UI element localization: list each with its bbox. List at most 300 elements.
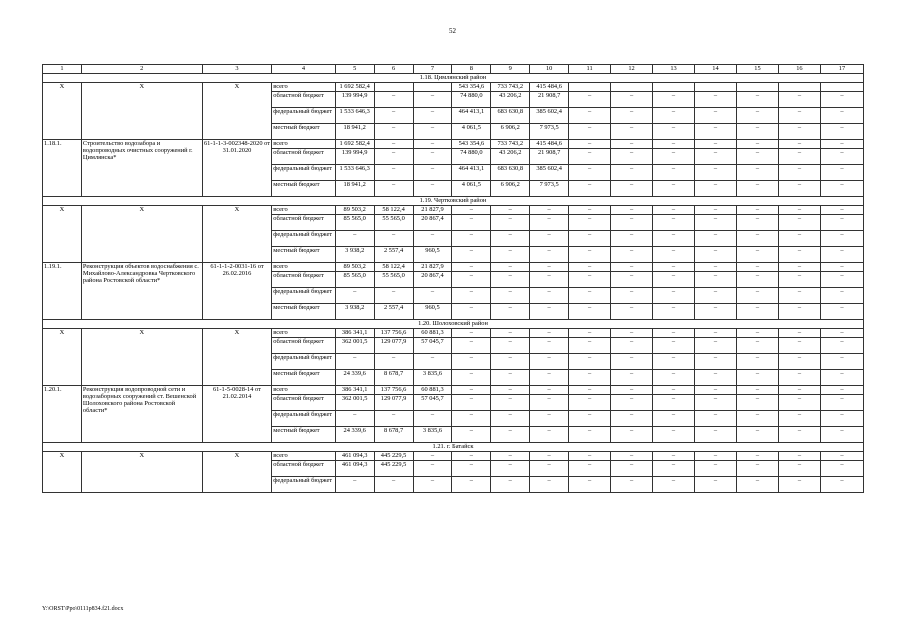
value-cell: –	[611, 304, 653, 320]
funding-type: федеральный бюджет	[272, 288, 335, 304]
value-cell: –	[569, 92, 611, 108]
column-number: 12	[611, 65, 653, 74]
value-cell: –	[820, 477, 863, 493]
value-cell: –	[374, 477, 413, 493]
value-cell: 2 557,4	[374, 304, 413, 320]
funding-type: областной бюджет	[272, 461, 335, 477]
value-cell: –	[530, 247, 569, 263]
item-number: 1.18.1.	[43, 140, 82, 197]
value-cell: –	[778, 395, 820, 411]
value-cell: –	[569, 247, 611, 263]
value-cell: –	[611, 165, 653, 181]
column-number: 6	[374, 65, 413, 74]
value-cell: –	[491, 395, 530, 411]
value-cell: –	[491, 272, 530, 288]
value-cell: –	[413, 354, 452, 370]
value-cell: –	[413, 461, 452, 477]
value-cell: –	[491, 304, 530, 320]
value-cell: –	[530, 329, 569, 338]
value-cell: –	[569, 215, 611, 231]
value-cell: –	[374, 140, 413, 149]
value-cell: 733 743,2	[491, 140, 530, 149]
summary-row	[43, 83, 864, 92]
x-marker: X	[43, 206, 82, 263]
summary-row	[43, 452, 864, 461]
section-row	[43, 443, 864, 452]
value-cell: 89 503,2	[335, 206, 374, 215]
value-cell	[611, 83, 653, 92]
value-cell: –	[778, 329, 820, 338]
value-cell: –	[820, 338, 863, 354]
value-cell: –	[653, 181, 695, 197]
value-cell: –	[452, 395, 491, 411]
value-cell: 362 001,5	[335, 395, 374, 411]
value-cell: –	[695, 149, 737, 165]
value-cell: –	[374, 411, 413, 427]
value-cell: –	[736, 272, 778, 288]
value-cell: –	[736, 304, 778, 320]
value-cell: 20 867,4	[413, 272, 452, 288]
value-cell: –	[820, 329, 863, 338]
x-marker: X	[202, 452, 272, 493]
value-cell: –	[374, 124, 413, 140]
column-number: 5	[335, 65, 374, 74]
value-cell: –	[530, 370, 569, 386]
value-cell: –	[820, 288, 863, 304]
item-name: Реконструкция объектов водоснабжения с. Михайлово-Александровка Чертковского района Ростовской области*	[81, 263, 202, 320]
value-cell: –	[491, 411, 530, 427]
value-cell: 543 354,6	[452, 140, 491, 149]
value-cell: –	[569, 206, 611, 215]
value-cell	[778, 83, 820, 92]
item-row	[43, 263, 864, 272]
column-number: 11	[569, 65, 611, 74]
value-cell: 55 565,0	[374, 272, 413, 288]
value-cell: –	[653, 452, 695, 461]
value-cell: –	[335, 411, 374, 427]
value-cell: 445 229,5	[374, 461, 413, 477]
funding-type: местный бюджет	[272, 181, 335, 197]
value-cell: –	[413, 231, 452, 247]
value-cell: –	[695, 395, 737, 411]
value-cell: –	[653, 215, 695, 231]
value-cell: –	[413, 411, 452, 427]
value-cell: –	[653, 395, 695, 411]
value-cell: –	[491, 452, 530, 461]
funding-type: всего	[272, 386, 335, 395]
value-cell: 1 692 582,4	[335, 140, 374, 149]
value-cell: –	[736, 92, 778, 108]
value-cell: –	[778, 92, 820, 108]
x-marker: X	[81, 206, 202, 263]
value-cell: –	[820, 354, 863, 370]
value-cell: –	[653, 477, 695, 493]
value-cell: –	[374, 288, 413, 304]
value-cell: –	[374, 181, 413, 197]
value-cell: –	[736, 338, 778, 354]
value-cell: –	[569, 461, 611, 477]
value-cell: –	[491, 338, 530, 354]
value-cell: –	[452, 461, 491, 477]
value-cell: –	[653, 140, 695, 149]
x-marker: X	[43, 329, 82, 386]
budget-table	[42, 64, 864, 493]
value-cell: –	[569, 149, 611, 165]
value-cell: –	[695, 304, 737, 320]
value-cell: –	[778, 215, 820, 231]
value-cell: –	[778, 452, 820, 461]
funding-type: всего	[272, 140, 335, 149]
value-cell: –	[530, 395, 569, 411]
value-cell: –	[736, 395, 778, 411]
value-cell: 415 484,6	[530, 83, 569, 92]
value-cell: –	[413, 124, 452, 140]
value-cell	[695, 83, 737, 92]
value-cell: 24 339,6	[335, 370, 374, 386]
value-cell: –	[653, 231, 695, 247]
column-number: 13	[653, 65, 695, 74]
value-cell: –	[778, 124, 820, 140]
value-cell: –	[695, 206, 737, 215]
value-cell: –	[413, 108, 452, 124]
value-cell: –	[413, 477, 452, 493]
funding-type: всего	[272, 206, 335, 215]
value-cell	[820, 83, 863, 92]
value-cell: –	[611, 263, 653, 272]
funding-type: местный бюджет	[272, 247, 335, 263]
value-cell: –	[413, 140, 452, 149]
value-cell: –	[820, 149, 863, 165]
x-marker: X	[202, 206, 272, 263]
value-cell: 18 941,2	[335, 181, 374, 197]
value-cell: –	[611, 140, 653, 149]
value-cell: –	[695, 215, 737, 231]
value-cell: –	[452, 215, 491, 231]
value-cell: –	[736, 477, 778, 493]
value-cell: –	[778, 272, 820, 288]
value-cell: –	[569, 181, 611, 197]
value-cell: –	[820, 272, 863, 288]
value-cell: –	[530, 338, 569, 354]
value-cell: 7 973,5	[530, 181, 569, 197]
value-cell: –	[653, 304, 695, 320]
funding-type: областной бюджет	[272, 215, 335, 231]
funding-type: всего	[272, 329, 335, 338]
value-cell: –	[491, 288, 530, 304]
value-cell: –	[778, 427, 820, 443]
value-cell: –	[491, 231, 530, 247]
value-cell: 4 061,5	[452, 181, 491, 197]
value-cell: 3 835,6	[413, 427, 452, 443]
value-cell: –	[736, 165, 778, 181]
value-cell: –	[736, 124, 778, 140]
value-cell: –	[413, 165, 452, 181]
value-cell: 1 533 646,3	[335, 108, 374, 124]
value-cell: 3 835,6	[413, 370, 452, 386]
value-cell: –	[530, 461, 569, 477]
value-cell: 1 533 646,3	[335, 165, 374, 181]
funding-type: федеральный бюджет	[272, 108, 335, 124]
value-cell: –	[611, 370, 653, 386]
value-cell: –	[820, 263, 863, 272]
funding-type: всего	[272, 263, 335, 272]
value-cell: –	[569, 354, 611, 370]
value-cell: –	[491, 247, 530, 263]
value-cell: –	[569, 386, 611, 395]
value-cell: –	[695, 386, 737, 395]
value-cell: –	[569, 140, 611, 149]
value-cell: 4 061,5	[452, 124, 491, 140]
value-cell: 85 565,0	[335, 215, 374, 231]
funding-type: местный бюджет	[272, 304, 335, 320]
funding-type: местный бюджет	[272, 124, 335, 140]
value-cell: –	[653, 272, 695, 288]
value-cell: –	[778, 140, 820, 149]
value-cell: –	[778, 165, 820, 181]
value-cell: 8 678,7	[374, 370, 413, 386]
value-cell: –	[611, 149, 653, 165]
value-cell: –	[611, 427, 653, 443]
value-cell: –	[736, 386, 778, 395]
value-cell: –	[820, 247, 863, 263]
value-cell: –	[778, 411, 820, 427]
value-cell: –	[611, 272, 653, 288]
value-cell: –	[736, 452, 778, 461]
value-cell: –	[611, 124, 653, 140]
value-cell: –	[611, 206, 653, 215]
value-cell: 55 565,0	[374, 215, 413, 231]
value-cell: –	[820, 140, 863, 149]
item-number: 1.20.1.	[43, 386, 82, 443]
value-cell: –	[569, 329, 611, 338]
x-marker: X	[43, 83, 82, 140]
value-cell: –	[611, 231, 653, 247]
value-cell	[569, 83, 611, 92]
value-cell: 74 880,0	[452, 92, 491, 108]
value-cell: 7 973,5	[530, 124, 569, 140]
value-cell: –	[695, 108, 737, 124]
x-marker: X	[81, 329, 202, 386]
value-cell: –	[695, 263, 737, 272]
value-cell: –	[653, 354, 695, 370]
value-cell: –	[778, 206, 820, 215]
value-cell: –	[820, 206, 863, 215]
section-title: 1.19. Чертковский район	[43, 197, 864, 206]
value-cell: –	[374, 149, 413, 165]
x-marker: X	[81, 452, 202, 493]
section-row	[43, 197, 864, 206]
value-cell: –	[736, 461, 778, 477]
value-cell: –	[611, 329, 653, 338]
value-cell: –	[611, 215, 653, 231]
item-name: Реконструкция водопроводной сети и водозаборных сооружений ст. Вешенской Шолоховского района Ростовской области*	[81, 386, 202, 443]
value-cell: –	[569, 370, 611, 386]
value-cell: –	[452, 452, 491, 461]
value-cell: 139 994,9	[335, 149, 374, 165]
value-cell: –	[778, 338, 820, 354]
value-cell: –	[491, 477, 530, 493]
column-number: 10	[530, 65, 569, 74]
value-cell: –	[653, 149, 695, 165]
value-cell: 129 077,9	[374, 338, 413, 354]
value-cell: –	[778, 288, 820, 304]
value-cell: –	[653, 427, 695, 443]
value-cell: –	[611, 181, 653, 197]
value-cell: 415 484,6	[530, 140, 569, 149]
value-cell: –	[653, 263, 695, 272]
value-cell: –	[778, 461, 820, 477]
value-cell: –	[695, 288, 737, 304]
value-cell: –	[736, 140, 778, 149]
value-cell: –	[820, 411, 863, 427]
x-marker: X	[81, 83, 202, 140]
value-cell: –	[653, 206, 695, 215]
value-cell: –	[778, 477, 820, 493]
value-cell: –	[653, 288, 695, 304]
funding-type: федеральный бюджет	[272, 411, 335, 427]
value-cell: –	[736, 247, 778, 263]
value-cell: –	[778, 247, 820, 263]
value-cell: –	[695, 181, 737, 197]
value-cell: –	[653, 386, 695, 395]
value-cell: 2 557,4	[374, 247, 413, 263]
value-cell: –	[820, 231, 863, 247]
value-cell: –	[778, 370, 820, 386]
value-cell: –	[820, 304, 863, 320]
value-cell: 733 743,2	[491, 83, 530, 92]
funding-type: местный бюджет	[272, 370, 335, 386]
value-cell: –	[611, 288, 653, 304]
value-cell: –	[653, 461, 695, 477]
value-cell: –	[736, 370, 778, 386]
value-cell: –	[695, 338, 737, 354]
value-cell: 20 867,4	[413, 215, 452, 231]
value-cell: 24 339,6	[335, 427, 374, 443]
value-cell: –	[530, 304, 569, 320]
column-number: 4	[272, 65, 335, 74]
value-cell: 139 994,9	[335, 92, 374, 108]
item-document: 61-1-1-2-0031-16 от 26.02.2016	[202, 263, 272, 320]
column-number: 14	[695, 65, 737, 74]
value-cell: 60 881,3	[413, 386, 452, 395]
column-number: 17	[820, 65, 863, 74]
value-cell: –	[820, 370, 863, 386]
value-cell: 683 630,8	[491, 165, 530, 181]
value-cell: –	[778, 263, 820, 272]
value-cell: –	[653, 370, 695, 386]
value-cell: –	[653, 124, 695, 140]
value-cell: –	[820, 461, 863, 477]
value-cell: –	[695, 354, 737, 370]
value-cell	[413, 83, 452, 92]
value-cell: –	[569, 108, 611, 124]
value-cell: 57 045,7	[413, 395, 452, 411]
value-cell: 445 229,5	[374, 452, 413, 461]
value-cell: –	[530, 411, 569, 427]
value-cell: 464 413,1	[452, 165, 491, 181]
value-cell: –	[569, 124, 611, 140]
column-number: 15	[736, 65, 778, 74]
value-cell: –	[653, 108, 695, 124]
value-cell: –	[736, 427, 778, 443]
value-cell: –	[611, 92, 653, 108]
value-cell: –	[569, 395, 611, 411]
value-cell: –	[778, 108, 820, 124]
value-cell: –	[653, 338, 695, 354]
value-cell: –	[569, 304, 611, 320]
value-cell: –	[569, 231, 611, 247]
value-cell: –	[452, 427, 491, 443]
value-cell: –	[569, 263, 611, 272]
value-cell: –	[530, 231, 569, 247]
value-cell: –	[452, 231, 491, 247]
value-cell: 60 881,3	[413, 329, 452, 338]
value-cell: –	[374, 92, 413, 108]
value-cell: 74 880,0	[452, 149, 491, 165]
value-cell: –	[374, 165, 413, 181]
value-cell: –	[611, 354, 653, 370]
value-cell: –	[452, 288, 491, 304]
value-cell: 683 630,8	[491, 108, 530, 124]
value-cell: –	[695, 370, 737, 386]
column-number: 7	[413, 65, 452, 74]
value-cell: 43 206,2	[491, 92, 530, 108]
value-cell: –	[530, 452, 569, 461]
value-cell: –	[569, 165, 611, 181]
value-cell: 21 908,7	[530, 92, 569, 108]
value-cell: 129 077,9	[374, 395, 413, 411]
section-title: 1.18. Цимлянский район	[43, 74, 864, 83]
column-number: 1	[43, 65, 82, 74]
value-cell: –	[820, 427, 863, 443]
value-cell: –	[695, 247, 737, 263]
value-cell: –	[653, 329, 695, 338]
value-cell	[374, 83, 413, 92]
value-cell: 3 938,2	[335, 247, 374, 263]
value-cell: –	[374, 108, 413, 124]
value-cell: –	[530, 263, 569, 272]
value-cell: –	[736, 108, 778, 124]
value-cell: –	[413, 452, 452, 461]
value-cell: 3 938,2	[335, 304, 374, 320]
value-cell: –	[695, 92, 737, 108]
value-cell: –	[530, 386, 569, 395]
value-cell: –	[530, 288, 569, 304]
value-cell: –	[452, 370, 491, 386]
value-cell: –	[653, 247, 695, 263]
value-cell: –	[653, 92, 695, 108]
item-name: Строительство водозабора и водопроводных очистных сооружений г. Цимлянска*	[81, 140, 202, 197]
value-cell: –	[491, 354, 530, 370]
value-cell: 43 206,2	[491, 149, 530, 165]
value-cell: –	[452, 354, 491, 370]
value-cell: –	[736, 149, 778, 165]
value-cell: –	[695, 231, 737, 247]
value-cell: –	[611, 338, 653, 354]
value-cell: 464 413,1	[452, 108, 491, 124]
value-cell: –	[611, 247, 653, 263]
value-cell: –	[778, 386, 820, 395]
value-cell: –	[736, 231, 778, 247]
funding-type: федеральный бюджет	[272, 354, 335, 370]
value-cell: –	[736, 263, 778, 272]
value-cell: –	[611, 452, 653, 461]
value-cell: –	[413, 181, 452, 197]
funding-type: областной бюджет	[272, 92, 335, 108]
value-cell: –	[653, 165, 695, 181]
item-row	[43, 386, 864, 395]
value-cell: –	[530, 215, 569, 231]
